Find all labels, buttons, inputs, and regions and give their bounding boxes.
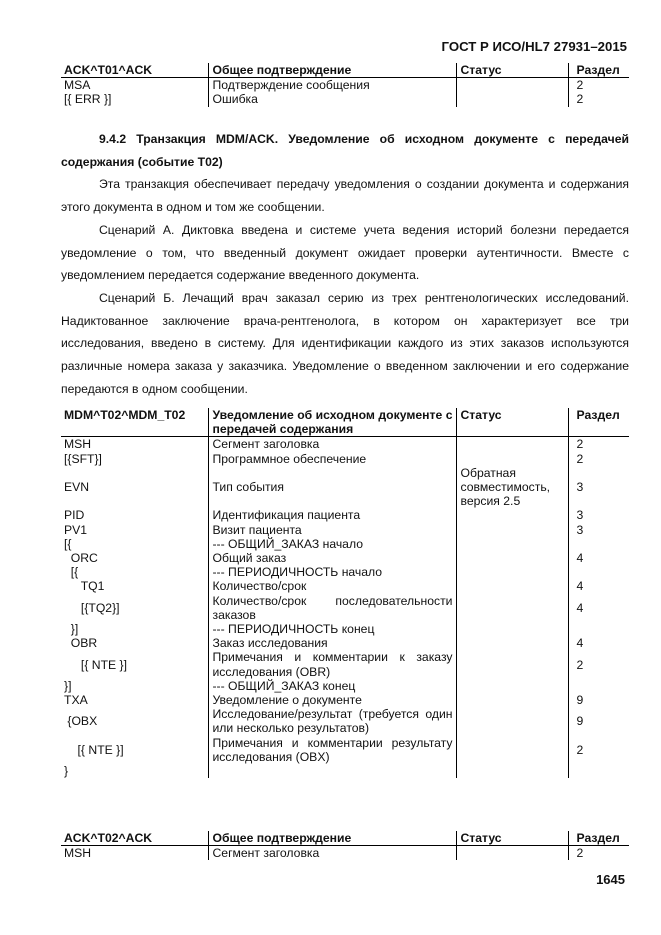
description-cell: Сегмент заголовка — [208, 846, 456, 861]
status-cell — [456, 846, 568, 861]
table-row — [61, 594, 629, 622]
section-cell: 2 — [568, 650, 629, 678]
page-header: ГОСТ Р ИСО/HL7 27931–2015 — [441, 39, 627, 54]
segment-cell: [{ — [64, 536, 72, 551]
description-cell: Сегмент заголовка — [208, 437, 456, 452]
table-row — [61, 466, 629, 509]
status-cell — [456, 707, 568, 735]
table-row — [61, 565, 629, 579]
description-cell: Примечания и комментарии результату исследования (OBX) — [208, 736, 456, 764]
section-cell: 9 — [568, 693, 629, 707]
status-cell — [456, 594, 568, 622]
section-cell: 2 — [568, 452, 629, 466]
status-cell — [456, 622, 568, 636]
column-header-status: Статус — [456, 831, 568, 846]
description-cell: Уведомление о документе — [208, 693, 456, 707]
status-cell — [456, 736, 568, 764]
description-cell: --- ОБЩИЙ_ЗАКАЗ начало — [208, 537, 456, 551]
table-row — [61, 437, 629, 452]
table-row — [61, 92, 629, 106]
table-row — [61, 508, 629, 522]
column-header-message: MDM^T02^MDM_T02 — [61, 408, 208, 437]
status-cell — [456, 92, 568, 106]
column-header-message: ACK^T01^ACK — [61, 63, 208, 78]
table-row — [61, 537, 629, 551]
table-header-row — [61, 63, 629, 78]
section-cell: 2 — [568, 78, 629, 93]
status-cell — [456, 764, 568, 778]
section-cell: 9 — [568, 707, 629, 735]
description-cell: Общий заказ — [208, 551, 456, 565]
section-cell — [568, 622, 629, 636]
section-cell — [568, 764, 629, 778]
column-header-section: Раздел — [568, 63, 629, 78]
segment-cell: TQ1 — [64, 579, 105, 594]
section-cell: 3 — [568, 508, 629, 522]
status-cell — [456, 437, 568, 452]
table-row — [61, 78, 629, 93]
table-row — [61, 452, 629, 466]
segment-cell: MSA — [64, 78, 91, 93]
table-row — [61, 622, 629, 636]
status-cell — [456, 679, 568, 693]
status-cell — [456, 537, 568, 551]
table-row — [61, 846, 629, 861]
column-header-status: Статус — [456, 63, 568, 78]
description-cell: Подтверждение сообщения — [208, 78, 456, 93]
table-row — [61, 579, 629, 593]
section-cell: 4 — [568, 551, 629, 565]
status-cell — [456, 523, 568, 537]
segment-cell: EVN — [64, 480, 90, 495]
table-row — [61, 636, 629, 650]
segment-cell: ORC — [64, 551, 98, 566]
section-cell: 2 — [568, 846, 629, 861]
section-cell: 4 — [568, 579, 629, 593]
status-cell — [456, 636, 568, 650]
segment-cell: [{TQ2}] — [64, 600, 120, 615]
segment-cell: } — [64, 764, 69, 779]
status-cell — [456, 551, 568, 565]
section-cell — [568, 565, 629, 579]
description-cell: Исследование/результат (требуется один или несколько результатов) — [208, 707, 456, 735]
table-header-row — [61, 408, 629, 437]
description-cell: Примечания и комментарии к заказу исследования (OBR) — [208, 650, 456, 678]
section-cell: 3 — [568, 466, 629, 509]
segment-cell: [{ NTE }] — [64, 742, 124, 757]
status-cell: Обратная совместимость, версия 2.5 — [456, 466, 568, 509]
table-row — [61, 736, 629, 764]
segment-cell: [{ ERR }] — [64, 92, 112, 107]
status-cell — [456, 508, 568, 522]
status-cell — [456, 452, 568, 466]
status-cell — [456, 565, 568, 579]
ack-t01-table — [61, 63, 629, 107]
section-cell: 3 — [568, 523, 629, 537]
segment-cell: {OBX — [64, 714, 98, 729]
description-cell: --- ПЕРИОДИЧНОСТЬ конец — [208, 622, 456, 636]
section-cell — [568, 679, 629, 693]
description-cell: Идентификация пациента — [208, 508, 456, 522]
paragraph: Сценарий А. Диктовка введена и системе учета ведения историй болезни передается уведомление о том, что введенный документ ожидает проверки аутентичности. Вместе с уведомлением передается содержание введенного документа. — [61, 222, 629, 283]
status-cell — [456, 650, 568, 678]
table-row — [61, 523, 629, 537]
table-header-row — [61, 831, 629, 846]
description-cell: Количество/срок последовательности заказов — [208, 594, 456, 622]
column-header-section: Раздел — [568, 831, 629, 846]
table-row — [61, 650, 629, 678]
ack-t02-table — [61, 831, 629, 860]
page-number: 1645 — [596, 872, 625, 887]
status-cell — [456, 78, 568, 93]
column-header-status: Статус — [456, 408, 568, 437]
table-row — [61, 679, 629, 693]
column-header-description: Общее подтверждение — [208, 831, 456, 846]
description-cell: Тип события — [208, 466, 456, 509]
column-header-message: ACK^T02^ACK — [61, 831, 208, 846]
table-row — [61, 551, 629, 565]
section-heading: 9.4.2 Транзакция MDM/ACK. Уведомление об исходном документе с передачей содержания (событие T02) — [61, 132, 629, 169]
column-header-section: Раздел — [568, 408, 629, 437]
segment-cell: }] — [64, 678, 72, 693]
description-cell: Ошибка — [208, 92, 456, 106]
paragraph: Эта транзакция обеспечивает передачу уведомления о создании документа и содержания этого документа в одном и том же сообщении. — [61, 177, 629, 215]
section-cell: 2 — [568, 437, 629, 452]
description-cell — [208, 764, 456, 778]
segment-cell: }] — [64, 622, 79, 637]
section-cell: 2 — [568, 92, 629, 106]
segment-cell: MSH — [64, 846, 92, 861]
description-cell: Визит пациента — [208, 523, 456, 537]
table-row — [61, 693, 629, 707]
segment-cell: OBR — [64, 636, 98, 651]
description-cell: --- ПЕРИОДИЧНОСТЬ начало — [208, 565, 456, 579]
segment-cell: [{ NTE }] — [64, 657, 127, 672]
section-cell — [568, 537, 629, 551]
section-cell: 4 — [568, 636, 629, 650]
section-cell: 2 — [568, 736, 629, 764]
table-row — [61, 707, 629, 735]
section-body — [61, 128, 629, 400]
mdm-t02-table — [61, 408, 629, 778]
description-cell: Программное обеспечение — [208, 452, 456, 466]
segment-cell: [{ — [64, 565, 79, 580]
segment-cell: TXA — [64, 693, 88, 708]
description-cell: Количество/срок — [208, 579, 456, 593]
status-cell — [456, 693, 568, 707]
description-cell: --- ОБЩИЙ_ЗАКАЗ конец — [208, 679, 456, 693]
segment-cell: PID — [64, 508, 85, 523]
segment-cell: [{SFT}] — [64, 451, 102, 466]
column-header-description: Общее подтверждение — [208, 63, 456, 78]
description-cell: Заказ исследования — [208, 636, 456, 650]
segment-cell: PV1 — [64, 522, 88, 537]
column-header-description: Уведомление об исходном документе с передачей содержания — [208, 408, 456, 437]
table-row — [61, 764, 629, 778]
segment-cell: MSH — [64, 437, 92, 452]
section-cell: 4 — [568, 594, 629, 622]
paragraph: Сценарий Б. Лечащий врач заказал серию из трех рентгенологических исследований. Надиктованное заключение врача-рентгенолога, в котором он характеризует все три исследования, введено в систему. Для идентификации каждого из этих заказов используются различные номера заказа у заказчика. Уведомление о введенном заключении и его содержание передаются в одном сообщении. — [61, 290, 629, 396]
status-cell — [456, 579, 568, 593]
